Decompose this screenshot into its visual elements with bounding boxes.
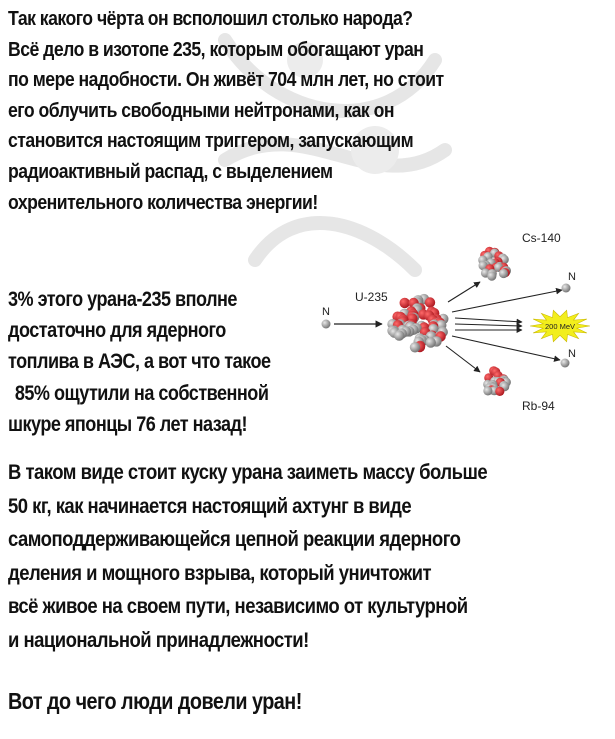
rubidium-nucleus xyxy=(483,366,511,396)
neutron xyxy=(394,330,404,340)
bottom-paragraph xyxy=(8,456,487,657)
cesium-label: Cs-140 xyxy=(522,231,561,245)
middle-line-1: 3% этого урана-235 вполне xyxy=(8,288,237,311)
intro-line-7: охренительного количества энергии! xyxy=(8,190,318,214)
neutron xyxy=(487,272,496,281)
bottom-line-6: и национальной принадлежности! xyxy=(8,627,309,652)
output-neutron-top xyxy=(562,284,571,293)
incoming-neutron-label: N xyxy=(322,306,330,318)
intro-line-3: по мере надобности. Он живёт 704 млн лет, но стоит xyxy=(8,68,444,92)
incoming-neutron xyxy=(322,320,331,329)
bottom-line-5: всё живое на своем пути, независимо от культурной xyxy=(8,594,468,618)
proton xyxy=(495,387,504,396)
bottom-line-3: самоподдерживающейся цепной реакции ядерного xyxy=(8,527,461,551)
cesium-nucleus xyxy=(478,247,511,281)
neutron xyxy=(483,386,492,395)
arrow-to-energy-2 xyxy=(455,324,522,326)
arrow-to-neutron-top xyxy=(452,290,562,312)
intro-line-5: становится настоящим триггером, запускающим xyxy=(8,129,414,153)
uranium-nucleus xyxy=(387,294,448,353)
uranium-label: U-235 xyxy=(355,290,388,304)
arrow-to-cesium xyxy=(448,282,480,302)
neutron xyxy=(499,269,508,278)
neutron xyxy=(410,342,420,352)
neutron xyxy=(426,337,436,347)
arrow-to-neutron-bottom xyxy=(452,336,560,360)
output-neutron-bottom-label: N xyxy=(568,348,576,360)
bottom-line-4: деления и мощного взрыва, который уничтожит xyxy=(8,560,432,585)
middle-line-4: 85% ощутили на собственной xyxy=(14,381,269,405)
middle-paragraph xyxy=(8,284,270,440)
fission-diagram xyxy=(300,222,615,432)
final-line: Вот до чего люди довели уран! xyxy=(8,688,302,714)
intro-line-2: Всё дело в изотопе 235, которым обогащают уран xyxy=(8,37,424,61)
intro-line-4: его облучить свободными нейтронами, как он xyxy=(8,98,394,122)
arrow-to-energy-1 xyxy=(455,318,522,322)
intro-paragraph xyxy=(8,4,444,218)
proton xyxy=(425,297,435,307)
middle-line-3: топлива в АЭС, а вот что такое xyxy=(8,350,271,374)
arrow-to-rubidium xyxy=(446,346,480,372)
bottom-line-1: В таком виде стоит куску урана заиметь массу больше xyxy=(8,460,488,484)
energy-label: 200 MeV xyxy=(544,322,576,331)
proton xyxy=(400,298,410,308)
bottom-line-2: 50 кг, как начинается настоящий ахтунг в виде xyxy=(8,493,412,518)
middle-line-5: шкуре японцы 76 лет назад! xyxy=(8,412,247,436)
middle-line-2: достаточно для ядерного xyxy=(8,319,226,343)
intro-line-6: радиоактивный распад, с выделением xyxy=(8,159,333,183)
output-neutron-top-label: N xyxy=(568,271,576,283)
intro-line-1: Так какого чёрта он всполошил столько народа? xyxy=(8,7,413,30)
rubidium-label: Rb-94 xyxy=(522,399,555,413)
